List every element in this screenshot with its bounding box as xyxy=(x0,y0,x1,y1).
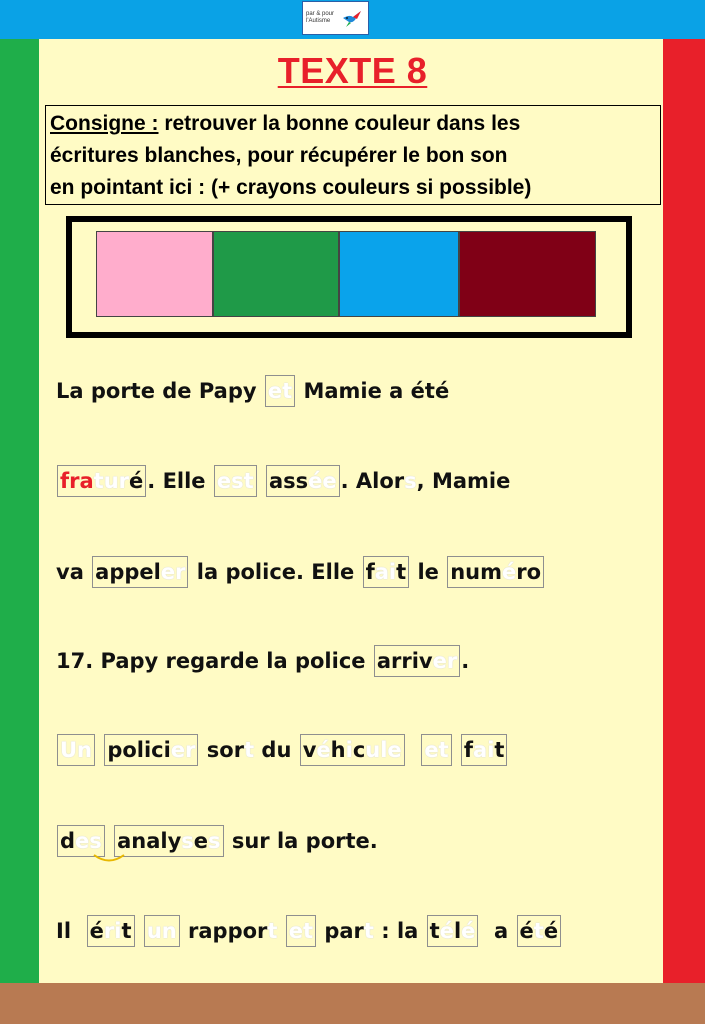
word-segment: i xyxy=(345,738,353,762)
word-segment: l xyxy=(453,919,462,943)
word-segment: t xyxy=(429,919,440,943)
hidden-word: et xyxy=(424,738,449,762)
word-box[interactable] xyxy=(57,465,146,497)
word-box[interactable] xyxy=(266,465,340,497)
color-swatch-blue[interactable] xyxy=(339,231,459,317)
word-segment: c xyxy=(352,738,366,762)
word-segment: ai xyxy=(374,560,397,584)
color-swatch-pink[interactable] xyxy=(96,231,213,317)
hidden-letter: t xyxy=(363,919,374,943)
hidden-word: Un xyxy=(60,738,93,762)
bottom-brown-strip xyxy=(0,983,705,1024)
hidden-word: est xyxy=(216,469,254,493)
word-segment: er xyxy=(170,738,196,762)
word-box[interactable] xyxy=(92,556,188,588)
word-segment: analy xyxy=(117,829,182,853)
word-segment: t xyxy=(494,738,505,762)
hidden-letter: t xyxy=(244,738,255,762)
logo-text-line2: l'Autisme xyxy=(306,18,331,24)
text-segment: Mamie a été xyxy=(296,379,450,403)
text-segment xyxy=(96,738,103,762)
text-segment: du xyxy=(254,738,299,762)
text-line-5 xyxy=(56,734,508,764)
word-segment: polici xyxy=(107,738,171,762)
word-box[interactable] xyxy=(517,915,562,947)
word-box[interactable] xyxy=(87,915,135,947)
instruction-line3: en pointant ici : (+ crayons couleurs si possible) xyxy=(50,176,532,199)
word-box[interactable] xyxy=(363,556,410,588)
text-segment: La porte de Papy xyxy=(56,379,264,403)
text-segment: . xyxy=(461,649,470,673)
word-box[interactable] xyxy=(286,915,316,947)
word-segment: é xyxy=(89,919,104,943)
word-segment: s xyxy=(181,829,194,853)
text-segment: sor xyxy=(199,738,245,762)
color-swatch-maroon[interactable] xyxy=(459,231,596,317)
text-segment: sur la porte. xyxy=(224,829,378,853)
top-banner xyxy=(0,0,705,39)
instruction-box xyxy=(45,105,661,205)
color-palette xyxy=(66,216,632,338)
word-box[interactable] xyxy=(144,915,180,947)
instruction-line2: écritures blanches, pour récupérer le bon son xyxy=(50,144,508,167)
word-box[interactable] xyxy=(300,734,405,766)
text-segment: Il xyxy=(56,919,86,943)
hidden-word: et xyxy=(267,379,293,403)
text-segment xyxy=(277,919,284,943)
logo xyxy=(302,1,369,35)
left-green-strip xyxy=(0,39,39,983)
word-segment: h xyxy=(330,738,346,762)
word-segment: é xyxy=(316,738,331,762)
word-segment: ule xyxy=(365,738,402,762)
text-segment xyxy=(406,738,421,762)
text-segment: . Alor xyxy=(340,469,405,493)
text-line-1 xyxy=(56,375,449,405)
word-segment: é xyxy=(543,919,559,943)
word-box[interactable] xyxy=(461,734,508,766)
word-segment: ro xyxy=(516,560,542,584)
text-segment: va xyxy=(56,560,92,584)
word-box[interactable] xyxy=(374,645,460,677)
word-segment: t xyxy=(121,919,132,943)
hidden-word: et xyxy=(288,919,314,943)
word-segment: v xyxy=(302,738,317,762)
word-segment: d xyxy=(60,829,76,853)
word-segment: é xyxy=(502,560,517,584)
text-segment xyxy=(453,738,460,762)
word-box[interactable] xyxy=(427,915,479,947)
word-segment: num xyxy=(450,560,503,584)
word-segment: tur xyxy=(93,469,130,493)
word-segment: appel xyxy=(95,560,161,584)
instruction-label: Consigne : xyxy=(50,112,159,135)
text-line-3 xyxy=(56,556,545,586)
color-swatch-green[interactable] xyxy=(213,231,339,317)
text-segment: par xyxy=(317,919,364,943)
instruction-line1: retrouver la bonne couleur dans les xyxy=(158,112,521,135)
word-segment: ass xyxy=(268,469,309,493)
word-box[interactable] xyxy=(57,734,95,766)
word-segment: arriv xyxy=(376,649,433,673)
text-segment: , Mamie xyxy=(416,469,511,493)
text-line-6 xyxy=(56,825,378,855)
word-segment: é xyxy=(461,919,476,943)
hidden-word: un xyxy=(146,919,177,943)
hidden-letter: s xyxy=(404,469,417,493)
logo-text-line1: par & pour xyxy=(306,11,335,17)
word-segment: é xyxy=(129,469,144,493)
word-segment: ée xyxy=(308,469,337,493)
word-segment: t xyxy=(396,560,407,584)
word-segment: ri xyxy=(103,919,122,943)
text-line-7 xyxy=(56,915,562,945)
text-segment xyxy=(258,469,265,493)
word-segment: t xyxy=(533,919,544,943)
word-box[interactable] xyxy=(447,556,544,588)
word-segment: s xyxy=(208,829,221,853)
liaison-arc-icon xyxy=(92,852,126,866)
text-segment: rappor xyxy=(180,919,268,943)
word-segment: f xyxy=(463,738,474,762)
text-segment xyxy=(136,919,143,943)
page-title: TEXTE 8 xyxy=(277,50,428,91)
word-segment: f xyxy=(365,560,375,584)
word-box[interactable] xyxy=(265,375,295,407)
text-segment: a xyxy=(479,919,516,943)
word-segment: é xyxy=(439,919,454,943)
text-line-2 xyxy=(56,465,510,495)
word-segment: es xyxy=(75,829,102,853)
text-segment: la police. Elle xyxy=(189,560,362,584)
text-segment: : la xyxy=(373,919,426,943)
word-box[interactable] xyxy=(421,734,451,766)
text-segment: le xyxy=(410,560,447,584)
word-box[interactable] xyxy=(214,465,257,497)
hidden-letter: t xyxy=(267,919,278,943)
word-segment: er xyxy=(432,649,458,673)
word-segment: é xyxy=(519,919,534,943)
text-segment: 17. Papy regarde la police xyxy=(56,649,373,673)
right-red-strip xyxy=(663,39,705,983)
word-segment: ai xyxy=(473,738,495,762)
word-box[interactable] xyxy=(104,734,198,766)
text-segment xyxy=(106,829,113,853)
word-segment: e xyxy=(193,829,209,853)
text-segment: . Elle xyxy=(147,469,213,493)
word-box[interactable] xyxy=(114,825,223,857)
hummingbird-icon xyxy=(341,7,363,29)
text-line-4 xyxy=(56,645,469,675)
word-segment: er xyxy=(160,560,186,584)
word-segment: fra xyxy=(60,469,94,493)
